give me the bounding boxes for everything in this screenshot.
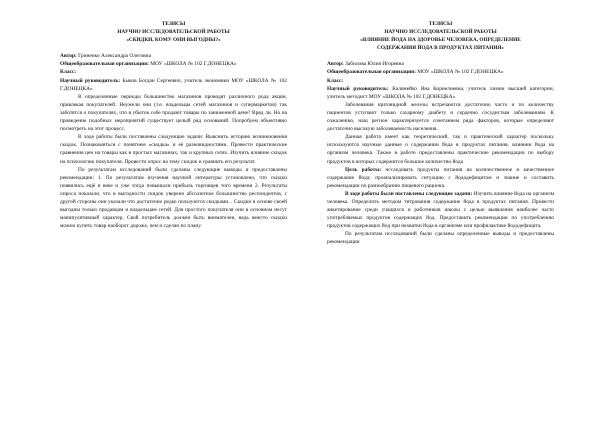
right-title-line-2: СОДЕРЖАНИЯ ЙОДА В ПРОДУКТАХ ПИТАНИЯ» (377, 45, 504, 52)
right-org (327, 68, 554, 76)
right-heading: ТЕЗИСЫ (428, 21, 453, 27)
left-subheading: НАУЧНО ИССЛЕДОВАТЕЛЬСКОЙ РАБОТЫ (117, 29, 230, 36)
right-subheading: НАУЧНО ИССЛЕДОВАТЕЛЬСКОЙ РАБОТЫ (384, 29, 497, 36)
right-paragraph-3: По результатам исследований были сделаны определенные выводы и предоставлены рекомендации (327, 231, 554, 246)
right-org-label: Общеобразовательная организация: (327, 69, 416, 76)
left-title: «СКИДКИ, КОМУ ОНИ ВЫГОДНЫ?» (126, 37, 221, 44)
left-paragraph-2: В ходе работы были поставлены следующие задачи: Выяснить историю возникновения скидок. Познакомиться с понятием «скидка» и её разновидностями. Провести практические сравнения цен на товары как в простых магазинах, так и крупных сетях. Изучить влияние скидок на психологию покупателя. Провести опрос на тему скидок и сравнить его результат. (60, 134, 287, 165)
left-org-value: МОУ «ШКОЛА № 102 Г.ДОНЕЦКА» (150, 61, 237, 68)
right-author-label: Автор: (327, 61, 344, 68)
left-org (60, 60, 287, 68)
left-supervisor (60, 77, 287, 93)
right-org-value: МОУ «ШКОЛА № 102 Г.ДОНЕЦКА» (417, 69, 504, 76)
right-paragraph-1: Заболевания щитовидной железы встречаются достаточно часто и по количеству пациентов уступают только сахарному диабету и сердечно сосудистым заболеваниям. К сожалению, наш регион характеризуется сочетанием ряда факторов, которые определяют достаточно высокую заболеваемость населения. (327, 101, 554, 133)
left-paragraph-1: В определенные периоды большинство магазинов проводят различного рода акции, привлекая покупателей. Неужели они (т.е. владельцы сетей магазинов и супермаркетов) так заботятся о покупателях, что в убыток себе продают товары по заниженной цене? Вряд ли. Но на проведение подобных мероприятий существует целый ряд оснований. Попробуем объективно посмотреть на этот процесс. (60, 93, 287, 133)
right-goal-label: Цель работы: (345, 166, 382, 173)
right-class-label: Класс: (327, 77, 344, 84)
left-heading: ТЕЗИСЫ (161, 21, 186, 27)
right-supervisor-label: Научный руководитель: (327, 85, 389, 92)
left-author-value: Гриненко Александра Олеговна (78, 53, 151, 60)
left-supervisor-label: Научный руководитель: (60, 77, 121, 84)
right-author (327, 60, 554, 68)
right-class (327, 77, 554, 85)
left-class-label: Класс: (60, 69, 77, 76)
right-thesis (327, 20, 554, 247)
right-goal (327, 166, 554, 190)
left-author-label: Автор: (60, 53, 77, 60)
right-supervisor-value: Калинейко Яна Корнелиевна, учитель химии высшей категории, учитель методист МОУ «ШКОЛА № 102 Г.ДОНЕЦКА» (327, 85, 554, 100)
right-author-value: Забилова Юлия Игоревна (345, 61, 404, 68)
left-org-label: Общеобразовательная организация: (60, 61, 149, 68)
right-paragraph-2: Данная работа имеет как теоретический, так и практический характер поскольку используются научные данные о содержании йода в продуктах питания, влиянии йода на организм человека. Также в работе предоставлены практические рекомендации по выбору продуктов в которых содержится большое количество йода (327, 134, 554, 165)
left-thesis (60, 20, 287, 230)
right-tasks (327, 190, 554, 230)
right-goal-value: исследовать продукты питания на количественное и качественное содержание йода; проанализировать ситуацию с йододефицитом и знание и составить рекомендации по разнообразию пищевого рациона. (327, 166, 554, 189)
left-paragraph-3: По результатам исследований были сделаны следующие выводы и предоставлены рекомендации: 1. По результатам изучения научной литературы установлено, что скидки появились ещё в веке и уже тогда повышали прибыль торговцев того времени 2. Результаты опроса показали, что в выгодности скидок уверено абсолютное большинство респондентов, с другой стороны они указали что достаточно редко пользуются скидками. . Скидки в основе своей выгодны только продавцам и владельцам сетей. Для простого покупателя они в основном несут манипулятивный характер. Свой потребитель должен быть внимателен, ведь вместо скидки можно купить товар наоборот дороже, чем и сделан по плану. (60, 166, 287, 230)
left-author (60, 52, 287, 60)
right-tasks-value: Изучить влияние йода на организм человека. Определить методом титрования содержание йода в продуктах питания. Провести анкетирование среди учащихся и работников школы с целью выявления наиболее часто употребляемых продуктов содержащих йод. Предоставить рекомендации по употреблению продуктов содержащих йод при нехватки йода в организме или профилактике йододефицита. (327, 190, 554, 230)
right-title-line-1: «ВЛИЯНИЕ ЙОДА НА ЗДОРОВЬЕ ЧЕЛОВЕКА, ОПРЕДЕЛЕНИЕ (360, 37, 521, 44)
left-supervisor-value: Быков Богдан Сергеевич, учитель экономики МОУ «ШКОЛА № 102 Г.ДОНЕЦКА» (60, 77, 288, 92)
left-class (60, 68, 287, 76)
right-supervisor (327, 85, 554, 101)
right-tasks-label: В ходе работы были поставлены следующие задачи: (345, 190, 473, 197)
